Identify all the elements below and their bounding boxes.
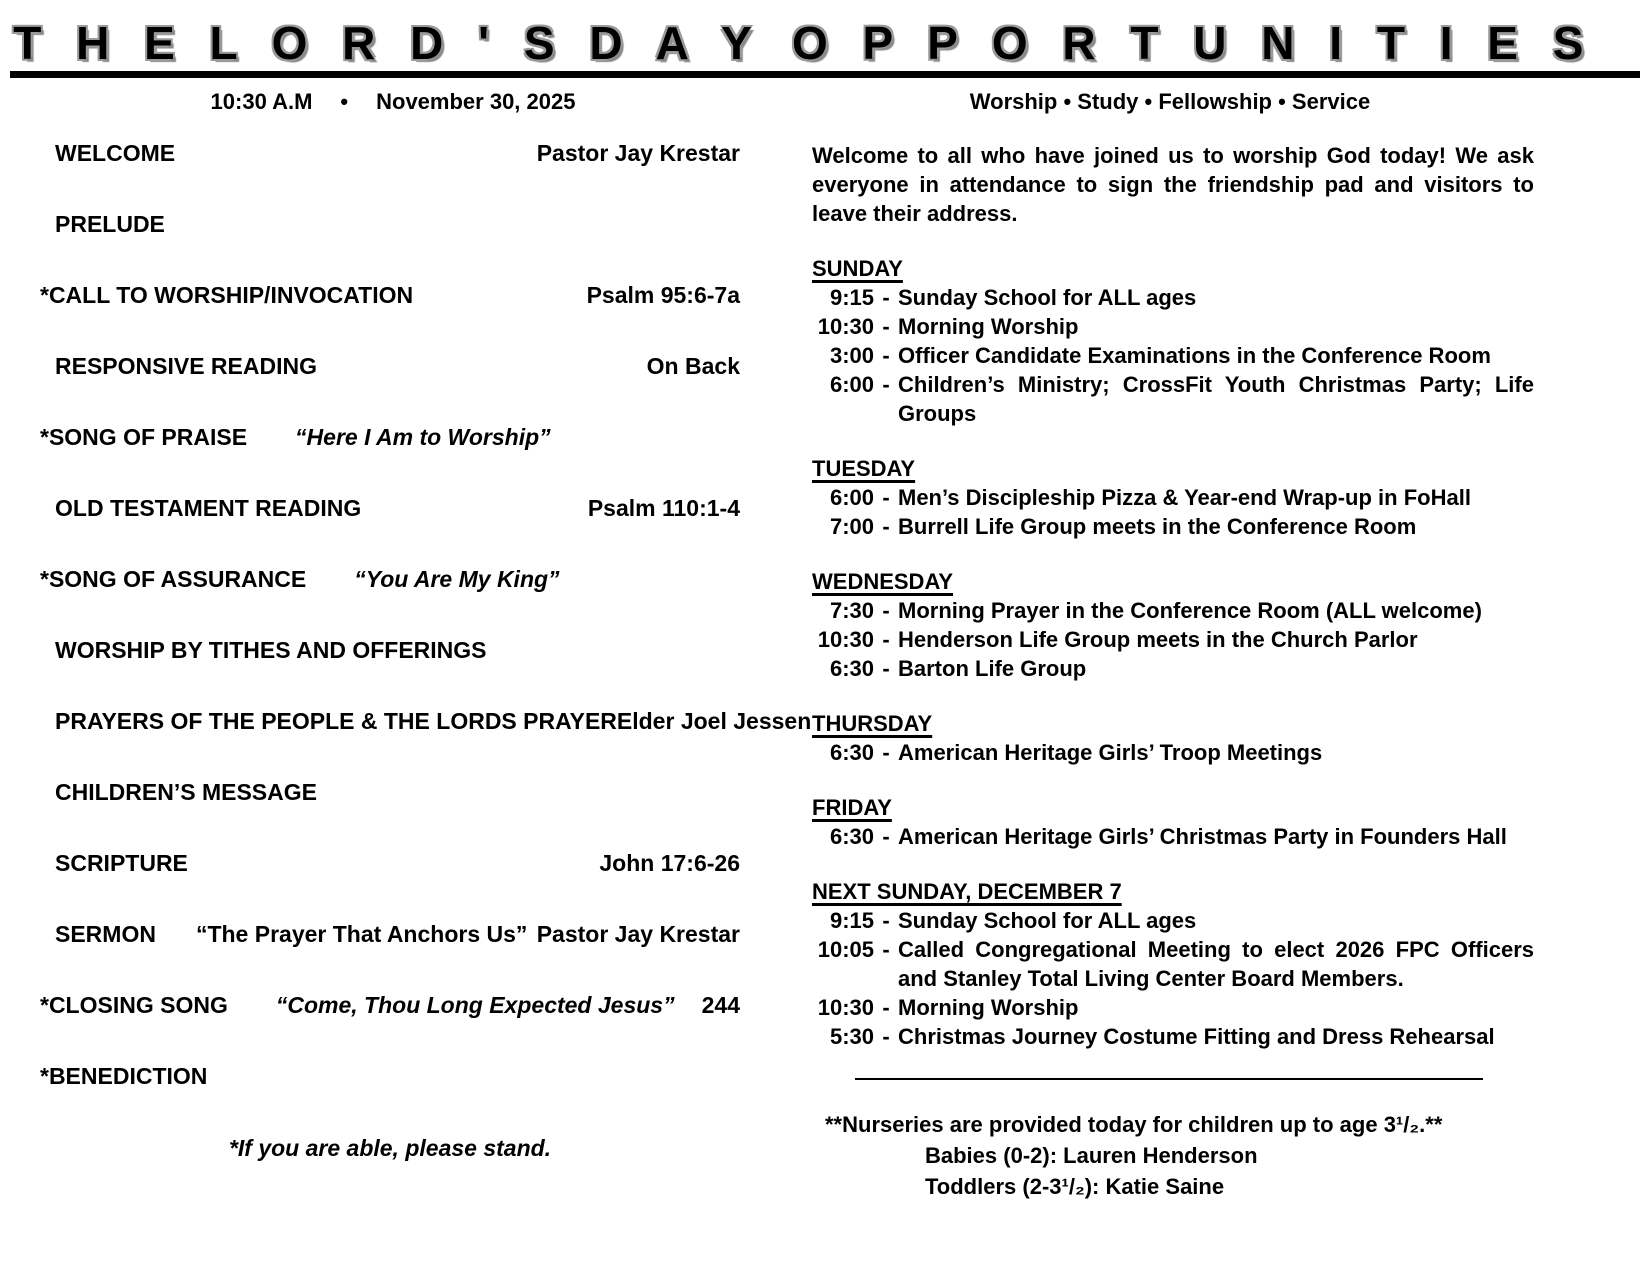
bullet-separator: • <box>340 89 349 114</box>
event-time: 6:00 <box>829 485 874 510</box>
schedule-event <box>812 822 1534 851</box>
day-header: NEXT SUNDAY, DECEMBER 7 <box>812 879 1122 904</box>
worship-item-detail: Pastor Jay Krestar <box>536 140 740 166</box>
schedule-event <box>812 312 1534 341</box>
dash-separator: - <box>882 372 890 397</box>
opportunities-tagline: Worship • Study • Fellowship • Service <box>969 89 1371 114</box>
event-description: Children’s Ministry; CrossFit Youth Christmas Party; Life Groups <box>898 372 1534 426</box>
welcome-paragraph: Welcome to all who have joined us to worship God today! We ask everyone in attendance to sign the friendship pad and visitors to leave their address. <box>812 143 1534 226</box>
page-title-lords-day: T H E L O R D ' S D A Y <box>13 17 763 69</box>
worship-row-tithes-offerings <box>40 638 740 662</box>
worship-item-label: *CALL TO WORSHIP/INVOCATION <box>40 282 414 308</box>
dash-separator: - <box>882 1024 890 1049</box>
page-title-opportunities: O P P O R T U N I T I E S <box>792 17 1595 69</box>
worship-row-responsive-reading <box>40 354 740 378</box>
event-time: 10:30 <box>817 314 874 339</box>
schedule-event <box>812 1022 1534 1051</box>
worship-item-label: CHILDREN’S MESSAGE <box>55 779 317 805</box>
schedule-event <box>812 935 1534 993</box>
schedule-event <box>812 341 1534 370</box>
event-time: 10:30 <box>817 995 874 1020</box>
dash-separator: - <box>882 995 890 1020</box>
dash-separator: - <box>882 598 890 623</box>
worship-item-label: *SONG OF ASSURANCE <box>40 566 307 592</box>
worship-row-prayers <box>40 708 812 734</box>
opportunities-column <box>812 141 1534 1202</box>
worship-item-label: SCRIPTURE <box>55 850 188 876</box>
schedule-event <box>812 512 1534 541</box>
service-date: November 30, 2025 <box>376 89 576 114</box>
dash-separator: - <box>882 314 890 339</box>
event-description: Henderson Life Group meets in the Church Parlor <box>898 627 1418 652</box>
schedule-section-tuesday <box>812 454 1534 541</box>
event-time: 7:00 <box>829 514 874 539</box>
worship-item-detail: Psalm 95:6-7a <box>586 282 740 308</box>
schedule-event <box>812 625 1534 654</box>
worship-item-label: WORSHIP BY TITHES AND OFFERINGS <box>55 637 487 663</box>
footer-divider <box>855 1078 1483 1080</box>
worship-row-sermon <box>40 922 740 946</box>
worship-item-label: WELCOME <box>55 140 176 166</box>
event-time: 10:05 <box>817 937 874 962</box>
day-header: FRIDAY <box>812 795 892 820</box>
day-header: THURSDAY <box>812 711 933 736</box>
schedule-section-next-sunday <box>812 877 1534 1051</box>
dash-separator: - <box>882 656 890 681</box>
worship-row-old-testament <box>40 496 740 520</box>
event-description: Christmas Journey Costume Fitting and Dress Rehearsal <box>898 1024 1495 1049</box>
day-header: WEDNESDAY <box>812 569 953 594</box>
service-time: 10:30 A.M <box>210 89 313 114</box>
event-description: Morning Worship <box>898 314 1079 339</box>
event-time: 6:30 <box>829 740 874 765</box>
dash-separator: - <box>882 824 890 849</box>
hymn-number: 244 <box>701 992 740 1018</box>
worship-row-childrens-message <box>40 780 740 804</box>
dash-separator: - <box>882 343 890 368</box>
event-time: 6:00 <box>829 372 874 397</box>
worship-item-detail: Psalm 110:1-4 <box>587 495 740 521</box>
worship-item-label: *BENEDICTION <box>40 1063 208 1089</box>
schedule-event <box>812 906 1534 935</box>
event-description: Sunday School for ALL ages <box>898 908 1197 933</box>
dash-separator: - <box>882 285 890 310</box>
nursery-line: **Nurseries are provided today for children up to age 3¹/₂.** <box>825 1112 1443 1137</box>
day-header: SUNDAY <box>812 256 903 281</box>
event-description: Burrell Life Group meets in the Conference Room <box>898 514 1417 539</box>
order-of-worship <box>40 140 812 1162</box>
event-time: 6:30 <box>829 656 874 681</box>
event-description: Men’s Discipleship Pizza & Year-end Wrap-up in FoHall <box>898 485 1471 510</box>
schedule-event <box>812 738 1534 767</box>
nursery-note <box>812 1109 1534 1202</box>
schedule-section-wednesday <box>812 567 1534 683</box>
worship-row-welcome <box>40 141 740 165</box>
schedule-event <box>812 993 1534 1022</box>
schedule-event <box>812 483 1534 512</box>
schedule-event <box>812 596 1534 625</box>
worship-item-label: *CLOSING SONG <box>40 992 228 1018</box>
worship-row-benediction <box>40 1064 740 1088</box>
nursery-toddlers: Toddlers (2-3¹/₂): Katie Saine <box>925 1174 1225 1199</box>
worship-row-scripture <box>40 851 740 875</box>
worship-item-label: SERMON <box>55 921 156 947</box>
schedule-section-thursday <box>812 709 1534 767</box>
dash-separator: - <box>882 908 890 933</box>
dash-separator: - <box>882 627 890 652</box>
service-datetime <box>0 89 786 115</box>
event-time: 9:15 <box>829 908 874 933</box>
dash-separator: - <box>882 740 890 765</box>
song-title: “You Are My King” <box>354 566 560 592</box>
worship-row-prelude <box>40 212 740 236</box>
schedule-event <box>812 654 1534 683</box>
sermon-title: “The Prayer That Anchors Us” <box>195 921 528 947</box>
event-description: Barton Life Group <box>898 656 1087 681</box>
day-header: TUESDAY <box>812 456 916 481</box>
event-time: 5:30 <box>829 1024 874 1049</box>
worship-row-call-to-worship <box>40 283 740 307</box>
event-description: American Heritage Girls’ Christmas Party in Founders Hall <box>898 824 1507 849</box>
stand-note: *If you are able, please stand. <box>228 1135 552 1161</box>
worship-row-song-of-assurance <box>40 567 740 591</box>
event-time: 9:15 <box>829 285 874 310</box>
worship-item-label: PRELUDE <box>55 211 165 237</box>
song-title: “Here I Am to Worship” <box>295 424 551 450</box>
event-time: 10:30 <box>817 627 874 652</box>
nursery-babies: Babies (0-2): Lauren Henderson <box>925 1143 1258 1168</box>
event-time: 7:30 <box>829 598 874 623</box>
worship-item-label: *SONG OF PRAISE <box>40 424 248 450</box>
schedule-event <box>812 370 1534 428</box>
worship-item-detail: On Back <box>646 353 740 379</box>
schedule-section-sunday <box>812 254 1534 428</box>
schedule-event <box>812 283 1534 312</box>
event-time: 6:30 <box>829 824 874 849</box>
schedule-section-friday <box>812 793 1534 851</box>
dash-separator: - <box>882 937 890 962</box>
event-description: Officer Candidate Examinations in the Conference Room <box>898 343 1491 368</box>
event-description: Sunday School for ALL ages <box>898 285 1197 310</box>
event-description: Morning Worship <box>898 995 1079 1020</box>
worship-item-detail: Pastor Jay Krestar <box>536 921 740 947</box>
worship-item-label: RESPONSIVE READING <box>55 353 317 379</box>
event-description: American Heritage Girls’ Troop Meetings <box>898 740 1323 765</box>
event-description: Morning Prayer in the Conference Room (ALL welcome) <box>898 598 1482 623</box>
worship-row-song-of-praise <box>40 425 740 449</box>
header-rule <box>10 71 1640 78</box>
event-time: 3:00 <box>829 343 874 368</box>
worship-item-detail: Elder Joel Jessen <box>616 708 812 734</box>
event-description: Called Congregational Meeting to elect 2026 FPC Officers and Stanley Total Living Center Board Members. <box>898 937 1534 991</box>
worship-item-detail: John 17:6-26 <box>599 850 740 876</box>
dash-separator: - <box>882 514 890 539</box>
dash-separator: - <box>882 485 890 510</box>
worship-item-label: OLD TESTAMENT READING <box>55 495 362 521</box>
worship-row-closing-song <box>40 993 740 1017</box>
worship-item-label: PRAYERS OF THE PEOPLE & THE LORDS PRAYER <box>55 708 617 734</box>
song-title: “Come, Thou Long Expected Jesus” <box>275 992 675 1018</box>
